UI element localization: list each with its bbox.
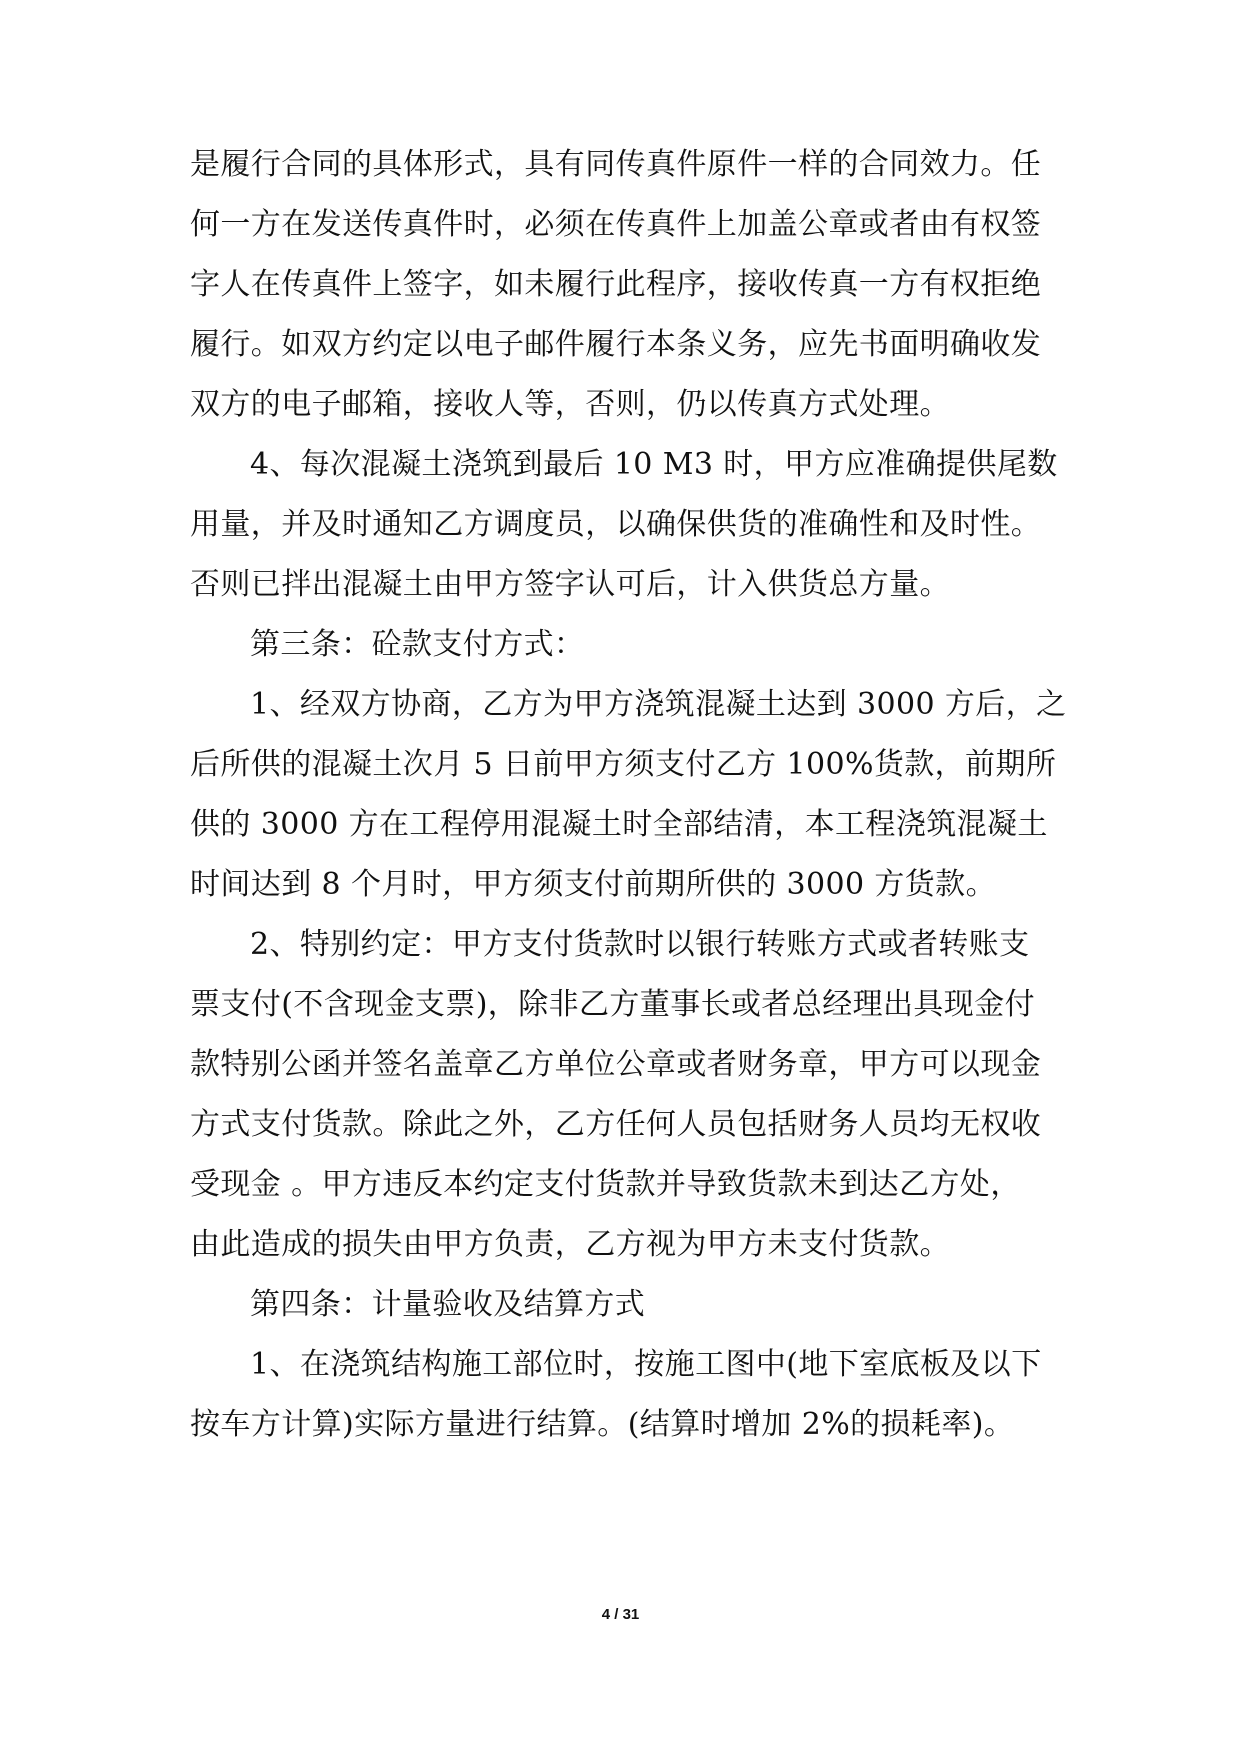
text-line: 是履行合同的具体形式，具有同传真件原件一样的合同效力。任 xyxy=(190,147,1042,182)
text-line: 票支付(不含现金支票)，除非乙方董事长或者总经理出具现金付 xyxy=(190,987,1036,1022)
text-line: 用量，并及时通知乙方调度员，以确保供货的准确性和及时性。 xyxy=(190,507,1042,542)
text-line: 双方的电子邮箱，接收人等，否则，仍以传真方式处理。 xyxy=(190,387,950,422)
article-4-heading: 第四条：计量验收及结算方式 xyxy=(250,1287,646,1322)
text-line: 方式支付货款。除此之外，乙方任何人员包括财务人员均无权收 xyxy=(190,1107,1042,1142)
article-4-item-1-first-line: 1、在浇筑结构施工部位时，按施工图中(地下室底板及以下 xyxy=(250,1347,1042,1382)
text-line: 何一方在发送传真件时，必须在传真件上加盖公章或者由有权签 xyxy=(190,207,1042,242)
text-line: 否则已拌出混凝土由甲方签字认可后，计入供货总方量。 xyxy=(190,567,950,602)
text-line: 字人在传真件上签字，如未履行此程序，接收传真一方有权拒绝 xyxy=(190,267,1042,302)
text-line: 供的 3000 方在工程停用混凝土时全部结清，本工程浇筑混凝土 xyxy=(190,807,1048,842)
text-line: 款特别公函并签名盖章乙方单位公章或者财务章，甲方可以现金 xyxy=(190,1047,1042,1082)
text-line: 时间达到 8 个月时，甲方须支付前期所供的 3000 方货款。 xyxy=(190,867,996,902)
article-3-heading: 第三条：砼款支付方式： xyxy=(250,627,585,662)
page-number: 4 / 31 xyxy=(601,1606,640,1623)
article-3-item-1-first-line: 1、经双方协商，乙方为甲方浇筑混凝土达到 3000 方后，之 xyxy=(250,687,1067,722)
text-line: 履行。如双方约定以电子邮件履行本条义务，应先书面明确收发 xyxy=(190,327,1042,362)
text-line: 后所供的混凝土次月 5 日前甲方须支付乙方 100%货款，前期所 xyxy=(190,747,1057,782)
article-3-item-2-first-line: 2、特别约定：甲方支付货款时以银行转账方式或者转账支 xyxy=(250,927,1030,962)
text-line: 受现金 。甲方违反本约定支付货款并导致货款未到达乙方处， xyxy=(190,1167,1021,1202)
text-line: 按车方计算)实际方量进行结算。(结算时增加 2%的损耗率)。 xyxy=(190,1407,1015,1442)
paragraph-4-first-line: 4、每次混凝土浇筑到最后 10 M3 时，甲方应准确提供尾数 xyxy=(250,447,1058,482)
text-line: 由此造成的损失由甲方负责，乙方视为甲方未支付货款。 xyxy=(190,1227,950,1262)
